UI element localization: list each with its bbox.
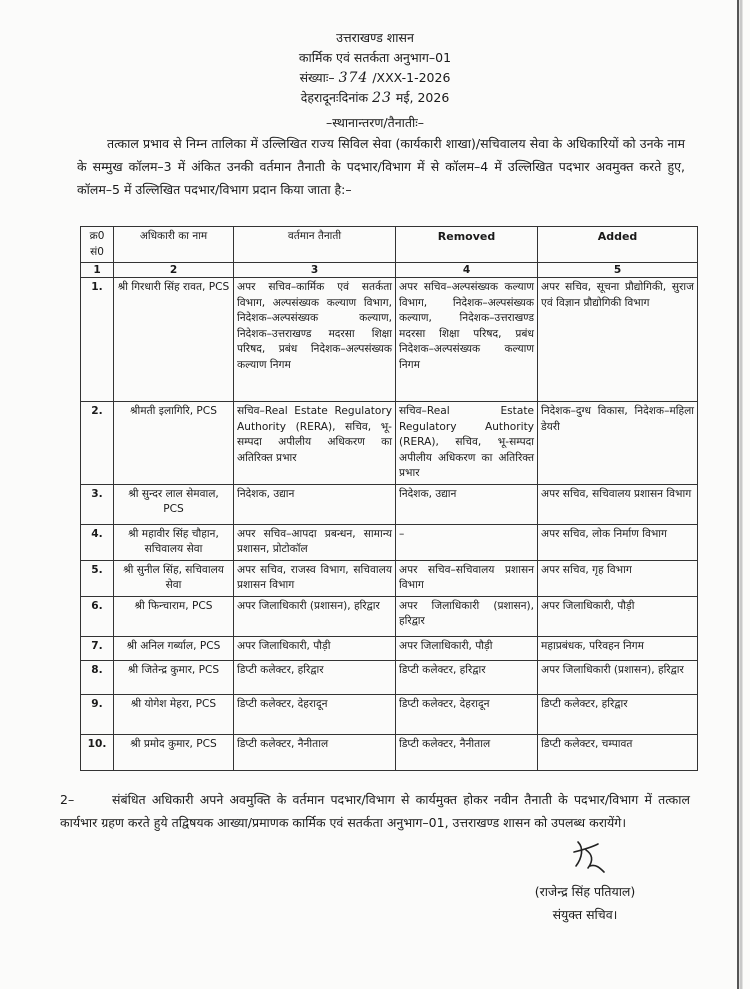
serial-cell: 10. [81, 734, 114, 770]
serial-cell: 9. [81, 694, 114, 734]
column-number: 4 [396, 263, 538, 278]
officer-name-cell: श्री गिरधारी सिंह रावत, PCS [114, 278, 234, 402]
current-posting-cell: सचिव–Real Estate Regulatory Authority (RERA), सचिव, भू-सम्पदा अपीलीय अधिकरण का अतिरिक्त प्रभार [234, 402, 396, 485]
officer-name-cell: श्री अनिल गर्ब्याल, PCS [114, 636, 234, 660]
officer-name-cell: श्री जितेन्द्र कुमार, PCS [114, 660, 234, 694]
signatory-block [505, 880, 665, 926]
column-number: 3 [234, 263, 396, 278]
officer-name-cell: श्री सुनील सिंह, सचिवालय सेवा [114, 560, 234, 596]
removed-cell: अपर सचिव–अल्पसंख्यक कल्याण विभाग, निदेशक–अल्पसंख्यक कल्याण, निदेशक–उत्तराखण्ड मदरसा शिक्षा परिषद, प्रबंध निदेशक–अल्पसंख्यक कल्याण निगम [396, 278, 538, 402]
serial-cell: 3. [81, 484, 114, 524]
order-date: देहरादूनःदिनांक 23 मई, 2026 [300, 90, 450, 106]
header-serial: क्र0 सं0 [81, 227, 114, 263]
table-row [81, 560, 698, 596]
current-posting-cell: अपर सचिव, राजस्व विभाग, सचिवालय प्रशासन विभाग [234, 560, 396, 596]
officer-name-cell: श्री सुन्दर लाल सेमवाल, PCS [114, 484, 234, 524]
serial-cell: 5. [81, 560, 114, 596]
table-header-row [81, 227, 698, 263]
subject-line: –स्थानान्तरण/तैनातीः– [325, 115, 425, 130]
serial-cell: 4. [81, 524, 114, 560]
current-posting-cell: अपर सचिव–आपदा प्रबन्धन, सामान्य प्रशासन, प्रोटोकॉल [234, 524, 396, 560]
added-cell: डिप्टी कलेक्टर, चम्पावत [538, 734, 698, 770]
order-number: संख्याः– 374 /XXX-1-2026 [299, 70, 451, 86]
table-row [81, 484, 698, 524]
removed-cell: अपर जिलाधिकारी (प्रशासन), हरिद्वार [396, 596, 538, 636]
column-number: 2 [114, 263, 234, 278]
removed-cell: अपर जिलाधिकारी, पौड़ी [396, 636, 538, 660]
officer-name-cell: श्री प्रमोद कुमार, PCS [114, 734, 234, 770]
paragraph-number: 2– [60, 792, 75, 807]
signatory-designation: संयुक्त सचिव। [552, 907, 618, 922]
added-cell: अपर सचिव, सूचना प्रौद्योगिकी, सुराज एवं विज्ञान प्रौद्योगिकी विभाग [538, 278, 698, 402]
added-cell: महाप्रबंधक, परिवहन निगम [538, 636, 698, 660]
current-posting-cell: अपर सचिव–कार्मिक एवं सतर्कता विभाग, अल्पसंख्यक कल्याण विभाग, निदेशक–अल्पसंख्यक कल्याण, निदेशक–उत्तराखण्ड मदरसा शिक्षा परिषद, प्रबंध निदेशक–अल्पसंख्यक कल्याण निगम [234, 278, 396, 402]
current-posting-cell: निदेशक, उद्यान [234, 484, 396, 524]
added-cell: डिप्टी कलेक्टर, हरिद्वार [538, 694, 698, 734]
serial-cell: 2. [81, 402, 114, 485]
officer-name-cell: श्री फिन्चाराम, PCS [114, 596, 234, 636]
removed-cell: डिप्टी कलेक्टर, हरिद्वार [396, 660, 538, 694]
table-row [81, 694, 698, 734]
serial-cell: 7. [81, 636, 114, 660]
header-removed: Removed [396, 227, 538, 263]
table-row [81, 402, 698, 485]
table-row [81, 660, 698, 694]
table-row [81, 734, 698, 770]
document-header [0, 28, 750, 108]
intro-paragraph: तत्काल प्रभाव से निम्न तालिका में उल्लिखित राज्य सिविल सेवा (कार्यकारी शाखा)/सचिवालय सेवा के अधिकारियों को उनके नाम के सम्मुख कॉलम–3 में अंकित उनकी वर्तमान तैनाती के पदभार/विभाग में से कॉलम–4 में उल्लिखित पदभार अवमुक्त करते हुए, कॉलम–5 में उल्लिखित पदभार/विभाग प्रदान किया जाता है:– [77, 136, 685, 197]
added-cell: निदेशक–दुग्ध विकास, निदेशक–महिला डेयरी [538, 402, 698, 485]
removed-cell: सचिव–Real Estate Regulatory Authority (RERA), सचिव, भू-सम्पदा अपीलीय अधिकरण का अतिरिक्त प्रभार [396, 402, 538, 485]
current-posting-cell: अपर जिलाधिकारी (प्रशासन), हरिद्वार [234, 596, 396, 636]
added-cell: अपर सचिव, लोक निर्माण विभाग [538, 524, 698, 560]
current-posting-cell: डिप्टी कलेक्टर, हरिद्वार [234, 660, 396, 694]
added-cell: अपर जिलाधिकारी, पौड़ी [538, 596, 698, 636]
table-row [81, 636, 698, 660]
serial-cell: 8. [81, 660, 114, 694]
column-number: 1 [81, 263, 114, 278]
handwritten-signature [570, 838, 610, 874]
current-posting-cell: अपर जिलाधिकारी, पौड़ी [234, 636, 396, 660]
added-cell: अपर सचिव, गृह विभाग [538, 560, 698, 596]
header-current-posting: वर्तमान तैनाती [234, 227, 396, 263]
handwritten-order-number: 374 [338, 70, 369, 86]
removed-cell: डिप्टी कलेक्टर, नैनीताल [396, 734, 538, 770]
handwritten-date: 23 [372, 90, 392, 106]
removed-cell: निदेशक, उद्यान [396, 484, 538, 524]
current-posting-cell: डिप्टी कलेक्टर, देहरादून [234, 694, 396, 734]
added-cell: अपर सचिव, सचिवालय प्रशासन विभाग [538, 484, 698, 524]
column-number-row [81, 263, 698, 278]
current-posting-cell: डिप्टी कलेक्टर, नैनीताल [234, 734, 396, 770]
removed-cell: अपर सचिव–सचिवालय प्रशासन विभाग [396, 560, 538, 596]
added-cell: अपर जिलाधिकारी (प्रशासन), हरिद्वार [538, 660, 698, 694]
officer-name-cell: श्रीमती इलागिरि, PCS [114, 402, 234, 485]
instruction-text: संबंधित अधिकारी अपने अवमुक्ति के वर्तमान पदभार/विभाग से कार्यमुक्त होकर नवीन तैनाती के पदभार/विभाग में तत्काल कार्यभार ग्रहण करते हुये तद्विषयक आख्या/प्रमाणक कार्मिक एवं सतर्कता अनुभाग–01, उत्तराखण्ड शासन को उपलब्ध करायेंगे। [60, 792, 690, 830]
table-row [81, 278, 698, 402]
table-row [81, 524, 698, 560]
column-number: 5 [538, 263, 698, 278]
header-added: Added [538, 227, 698, 263]
government-name: उत्तराखण्ड शासन [336, 30, 414, 45]
table-row [81, 596, 698, 636]
removed-cell: – [396, 524, 538, 560]
header-officer-name: अधिकारी का नाम [114, 227, 234, 263]
officer-name-cell: श्री महावीर सिंह चौहान, सचिवालय सेवा [114, 524, 234, 560]
serial-cell: 6. [81, 596, 114, 636]
removed-cell: डिप्टी कलेक्टर, देहरादून [396, 694, 538, 734]
instruction-paragraph [60, 788, 690, 834]
officer-name-cell: श्री योगेश मेहरा, PCS [114, 694, 234, 734]
department-name: कार्मिक एवं सतर्कता अनुभाग–01 [298, 50, 452, 65]
transfer-table [80, 226, 698, 771]
serial-cell: 1. [81, 278, 114, 402]
signatory-name: (राजेन्द्र सिंह पतियाल) [534, 884, 636, 899]
